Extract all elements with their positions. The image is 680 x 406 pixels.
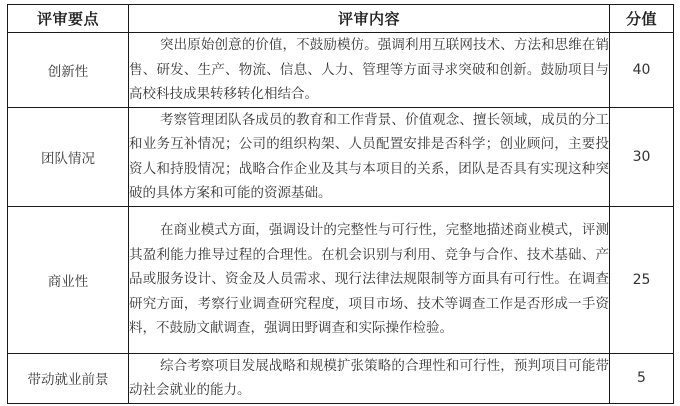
score-cell: 5 (610, 353, 674, 403)
header-score: 分值 (610, 5, 674, 33)
table-row-commercial (8, 206, 674, 353)
review-content-text: 突出原始创意的价值，不鼓励模仿。强调利用互联网技术、方法和思维在销售、研发、生产、物流、信息、人力、管理等方面寻求突破和创新。鼓励项目与高校科技成果转移转化相结合。 (129, 37, 609, 102)
table-row-team (8, 107, 674, 206)
review-point-cell: 商业性 (8, 206, 129, 353)
review-point-cell: 带动就业前景 (8, 353, 129, 403)
table-row-innovation (8, 33, 674, 108)
score-cell: 30 (610, 107, 674, 206)
review-content-cell (129, 33, 610, 108)
score-cell: 25 (610, 206, 674, 353)
table-row-employment (8, 353, 674, 403)
review-content-text: 考察管理团队各成员的教育和工作背景、价值观念、擅长领域，成员的分工和业务互补情况；公司的组织构架、人员配置安排是否科学；创业顾问，主要投资人和持股情况；战略合作企业及其与本项目的关系，团队是否具有实现这种突破的具体方案和可能的资源基础。 (129, 111, 609, 201)
review-criteria-table (7, 4, 674, 404)
table-header-row (8, 5, 674, 33)
review-content-cell (129, 107, 610, 206)
header-review-point: 评审要点 (8, 5, 129, 33)
review-content-cell (129, 206, 610, 353)
score-cell: 40 (610, 33, 674, 108)
review-point-cell: 创新性 (8, 33, 129, 108)
review-content-text: 综合考察项目发展战略和规模扩张策略的合理性和可行性，预判项目可能带动社会就业的能力。 (129, 357, 609, 398)
review-content-cell (129, 353, 610, 403)
header-review-content: 评审内容 (129, 5, 610, 33)
review-content-text: 在商业模式方面，强调设计的完整性与可行性，完整地描述商业模式，评测其盈利能力推导过程的合理性。在机会识别与利用、竞争与合作、技术基础、产品或服务设计、资金及人员需求、现行法律法规限制等方面具有可行性。在调查研究方面，考察行业调查研究程度，项目市场、技术等调查工作是否形成一手资料，不鼓励文献调查，强调田野调查和实际操作检验。 (129, 222, 609, 337)
review-point-cell: 团队情况 (8, 107, 129, 206)
